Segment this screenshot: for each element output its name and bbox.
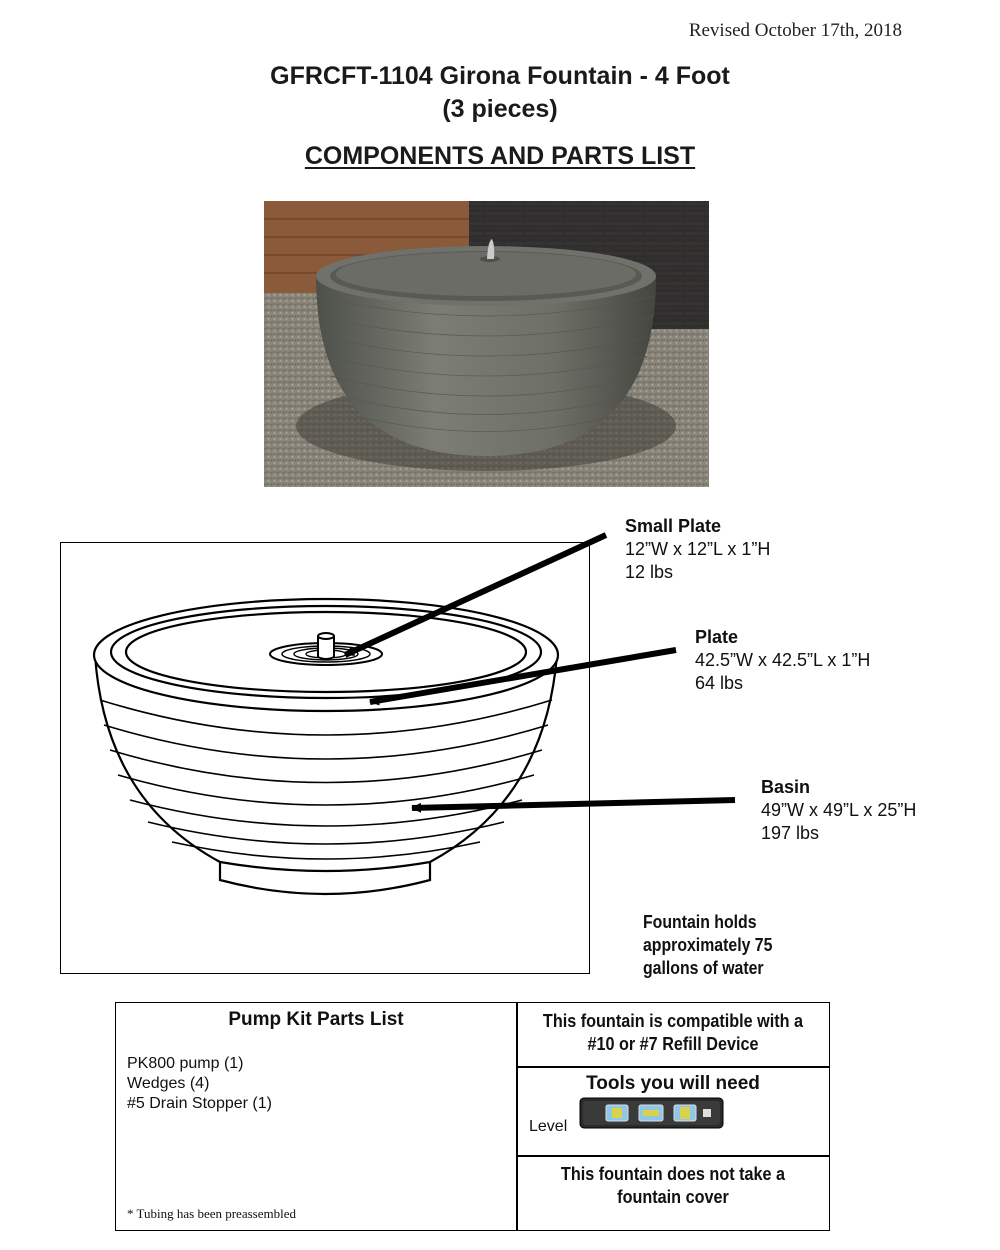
cover-note [533,1163,814,1209]
component-dimensions: 12”W x 12”L x 1”H [625,539,771,559]
refill-line-1: This fountain is compatible with a [542,1011,804,1031]
component-dimensions: 49”W x 49”L x 25”H [761,800,917,820]
capacity-line-2: approximately 75 [643,935,773,955]
component-name: Plate [695,627,739,647]
tools-title: Tools you will need [586,1073,760,1094]
level-icon [579,1097,724,1129]
pump-kit-list [127,1054,272,1114]
basin-arrow [412,800,735,808]
basin-callout [761,776,916,845]
component-name: Small Plate [625,516,722,536]
list-item: Wedges (4) [127,1075,210,1092]
section-heading: COMPONENTS AND PARTS LIST [304,142,696,170]
capacity-note [643,911,772,980]
revision-date: Revised October 17th, 2018 [688,20,902,41]
component-weight: 197 lbs [761,823,820,843]
title-line-2: (3 pieces) [442,95,558,123]
page-title [0,60,1000,126]
refill-line-2: #10 or #7 Refill Device [587,1034,759,1054]
fountain-photo [264,201,709,487]
cover-line-1: This fountain does not take a [560,1164,786,1184]
component-name: Basin [761,777,811,797]
component-weight: 12 lbs [625,562,674,582]
refill-note [533,1010,814,1056]
small-plate-callout [625,515,770,584]
plate-callout [695,626,870,695]
cover-line-2: fountain cover [617,1187,729,1207]
title-line-1: GFRCFT-1104 Girona Fountain - 4 Foot [270,62,730,90]
tubing-note: * Tubing has been preassembled [127,1206,296,1221]
pump-kit-title: Pump Kit Parts List [228,1009,404,1030]
fountain-line-drawing [0,480,1000,1000]
component-weight: 64 lbs [695,673,744,693]
list-item: PK800 pump (1) [127,1055,244,1072]
component-dimensions: 42.5”W x 42.5”L x 1”H [695,650,871,670]
capacity-line-3: gallons of water [643,958,764,978]
level-label: Level [529,1118,568,1135]
capacity-line-1: Fountain holds [643,912,757,932]
pump-kit-box [115,1002,518,1231]
list-item: #5 Drain Stopper (1) [127,1095,272,1112]
